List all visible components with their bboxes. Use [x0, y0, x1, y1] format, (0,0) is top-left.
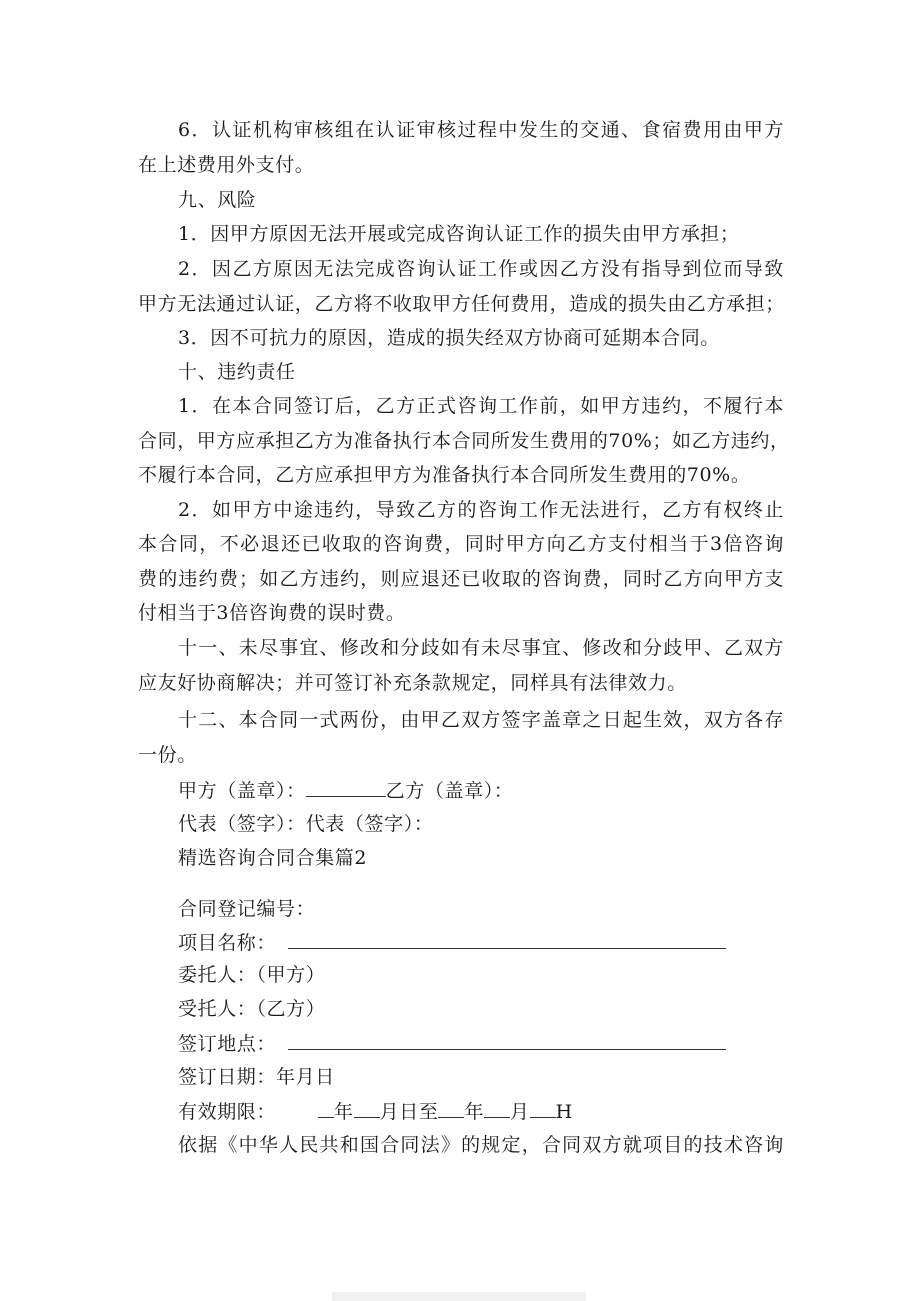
party-b-seal-label: 乙方（盖章）：	[385, 780, 514, 802]
contract-basis-line: 依据《中华人民共和国合同法》的规定，合同双方就项目的技术咨询	[178, 1134, 784, 1156]
section-risk-heading: 九、风险	[178, 189, 257, 211]
registration-number-label: 合同登记编号：	[178, 898, 316, 920]
section-12-line-2: 一份。	[138, 744, 197, 766]
project-name-line	[178, 930, 726, 955]
clause-6-line-2: 在上述费用外支付。	[138, 154, 315, 176]
validity-month-day-to: 月日至	[379, 1101, 439, 1123]
signing-place-label: 签订地点：	[178, 1033, 277, 1055]
section-11-line-2: 应友好协商解决；并可签订补充条款规定，同样具有法律效力。	[138, 672, 687, 694]
validity-blank-5	[530, 1099, 556, 1118]
liability-item-1-line-2: 合同，甲方应承担乙方为准备执行本合同所发生费用的70%；如乙方违约，	[138, 430, 790, 452]
section-12-line-1: 十二、本合同一式两份，由甲乙双方签字盖章之日起生效，双方各存	[178, 709, 784, 731]
validity-blank-3	[438, 1099, 464, 1118]
validity-blank-4	[484, 1099, 510, 1118]
liability-item-2-line-4: 付相当于3倍咨询费的误时费。	[138, 602, 406, 624]
signing-place-blank	[288, 1031, 726, 1050]
section-liability-heading: 十、违约责任	[178, 361, 296, 383]
risk-item-3: 3．因不可抗力的原因，造成的损失经双方协商可延期本合同。	[178, 327, 720, 349]
client-label: 委托人：（甲方）	[178, 964, 326, 986]
validity-label: 有效期限：	[178, 1101, 277, 1123]
liability-item-2-line-2: 本合同，不必退还已收取的咨询费，同时甲方向乙方支付相当于3倍咨询	[138, 533, 784, 555]
validity-month-2: 月	[510, 1101, 530, 1123]
section-11-line-1: 十一、未尽事宜、修改和分歧如有未尽事宜、修改和分歧甲、乙双方	[178, 637, 784, 659]
representative-signature-line: 代表（签字）：代表（签字）：	[178, 813, 434, 835]
signing-date-line: 签订日期：年月日	[178, 1066, 335, 1088]
risk-item-2-line-2: 甲方无法通过认证，乙方将不收取甲方任何费用，造成的损失由乙方承担；	[138, 293, 785, 315]
contract-2-heading: 精选咨询合同合集篇2	[178, 847, 368, 869]
risk-item-1: 1．因甲方原因无法开展或完成咨询认证工作的损失由甲方承担；	[178, 223, 740, 245]
trustee-label: 受托人：（乙方）	[178, 998, 326, 1020]
risk-item-2-line-1: 2．因乙方原因无法完成咨询认证工作或因乙方没有指导到位而导致	[178, 258, 784, 280]
validity-year-2: 年	[464, 1101, 485, 1123]
party-a-seal-blank	[306, 778, 386, 797]
liability-item-2-line-3: 费的违约费；如乙方违约，则应退还已收取的咨询费，同时乙方向甲方支	[138, 568, 784, 590]
project-name-label: 项目名称：	[178, 932, 277, 954]
validity-year-1: 年	[334, 1101, 354, 1123]
validity-blank-1	[318, 1099, 334, 1118]
page-footer-bar	[332, 1292, 586, 1301]
clause-6-line-1: 6．认证机构审核组在认证审核过程中发生的交通、食宿费用由甲方	[178, 119, 784, 141]
validity-end-mark: H	[555, 1101, 573, 1123]
validity-blank-2	[354, 1099, 380, 1118]
liability-item-1-line-1: 1．在本合同签订后，乙方正式咨询工作前，如甲方违约，不履行本	[178, 395, 784, 417]
signature-party-line	[178, 778, 513, 803]
project-name-blank	[288, 930, 726, 949]
party-a-seal-label: 甲方（盖章）：	[178, 780, 306, 802]
liability-item-2-line-1: 2．如甲方中途违约，导致乙方的咨询工作无法进行，乙方有权终止	[178, 499, 784, 521]
signing-place-line	[178, 1031, 726, 1056]
liability-item-1-line-3: 不履行本合同，乙方应承担甲方为准备执行本合同所发生费用的70%。	[138, 464, 751, 486]
validity-period-line	[178, 1099, 573, 1124]
